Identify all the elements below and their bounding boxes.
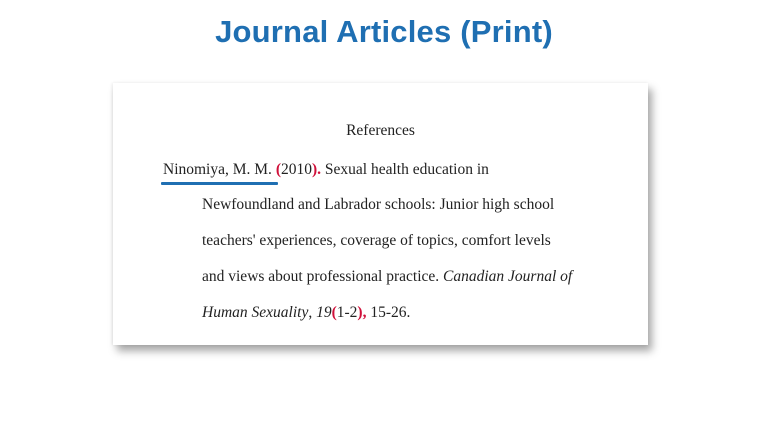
author-underline xyxy=(161,182,278,185)
year-paren-open: ( xyxy=(275,161,281,178)
article-title-part-4: and views about professional practice. xyxy=(202,268,444,285)
year-period: . xyxy=(317,161,322,178)
journal-name-part-2: Human Sexuality xyxy=(202,304,309,321)
references-heading: References xyxy=(346,122,415,139)
volume-number: 19 xyxy=(316,304,332,321)
article-title-part-3: teachers' experiences, coverage of topics, comfort levels xyxy=(202,232,551,249)
comma-after-journal: , xyxy=(308,304,317,321)
issue-paren-open: ( xyxy=(331,304,337,321)
citation-year: 2010 xyxy=(280,161,312,178)
year-paren-close: ) xyxy=(311,161,318,178)
page-range: 15-26. xyxy=(366,304,411,321)
issue-paren-close: ) xyxy=(357,304,363,321)
citation-line-1 xyxy=(163,161,489,179)
citation-line-5 xyxy=(202,304,410,322)
reference-document xyxy=(113,83,648,345)
issue-number: 1-2 xyxy=(336,304,358,321)
issue-comma: , xyxy=(362,304,367,321)
journal-name-part-1: Canadian Journal of xyxy=(443,268,573,285)
slide-title: Journal Articles (Print) xyxy=(215,14,553,49)
article-title-part-1: Sexual health education in xyxy=(321,161,489,178)
citation-author: Ninomiya, M. M. xyxy=(163,161,272,178)
citation-line-2 xyxy=(202,196,554,214)
citation-line-4 xyxy=(202,268,572,286)
article-title-part-2: Newfoundland and Labrador schools: Junior high school xyxy=(202,196,555,213)
citation-line-3 xyxy=(202,232,551,250)
